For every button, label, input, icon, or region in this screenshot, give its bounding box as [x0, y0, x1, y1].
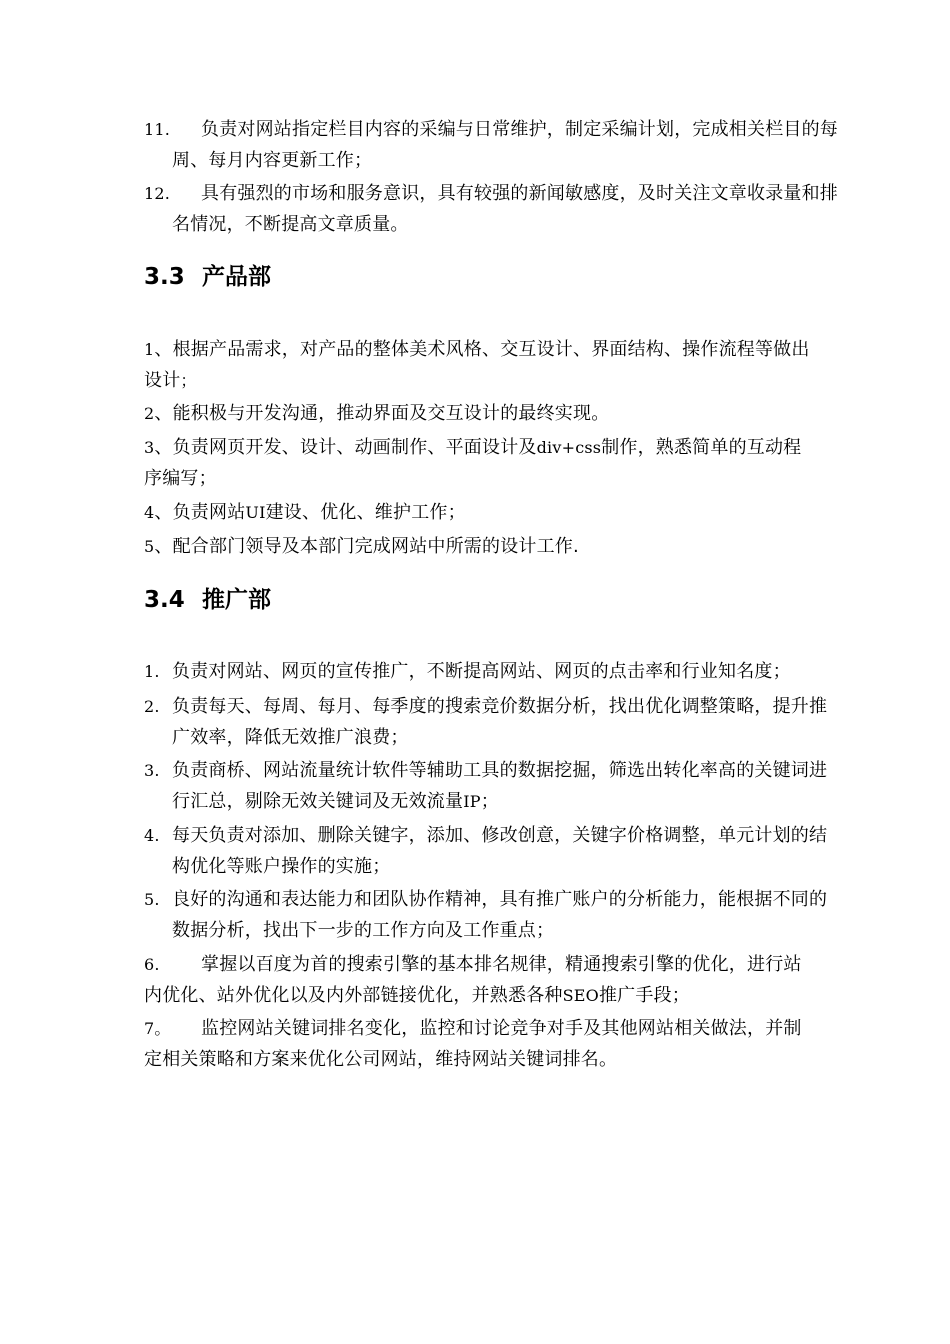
list-item — [144, 656, 838, 687]
item-text: 、根据产品需求，对产品的整体美术风格、交互设计、界面结构、操作流程等做出设计 — [144, 339, 810, 391]
item-code: div+css — [536, 438, 602, 457]
item-number: 3. — [144, 761, 160, 780]
item-text: 、负责网站 — [154, 502, 246, 523]
item-number: 2 — [144, 404, 155, 423]
item-number: 6. — [144, 955, 160, 974]
item-number: 1. — [144, 662, 160, 681]
item-text: 具有强烈的市场和服务意识，具有较强的新闻敏感度，及时关注文章收录量和排名情况，不断提高文章质量。 — [172, 183, 838, 235]
item-number: 3 — [144, 438, 155, 457]
section-title: 推广部 — [202, 587, 271, 613]
item-text-tail: ； — [480, 791, 499, 812]
list-item — [144, 949, 810, 1011]
item-number: 4. — [144, 826, 160, 845]
item-text: 负责对网站、网页的宣传推广，不断提高网站、网页的点击率和行业知名度； — [172, 661, 791, 682]
list-item — [144, 114, 838, 176]
item-text: 、能积极与开发沟通，推动界面及交互设计的最终实现。 — [154, 403, 610, 424]
list-item — [144, 497, 810, 528]
item-number: 2. — [144, 697, 160, 716]
item-number: 1 — [144, 340, 155, 359]
item-text: 负责商桥、网站流量统计软件等辅助工具的数据挖掘，筛选出转化率高的关键词进行汇总，剔除无效关键词及无效流量 — [172, 760, 828, 812]
item-code: SEO — [562, 986, 599, 1005]
item-number: 7。 — [144, 1019, 171, 1038]
list-item — [144, 432, 810, 494]
item-number: 11. — [144, 120, 171, 139]
item-code: IP — [463, 792, 481, 811]
item-number: 5 — [144, 537, 155, 556]
item-text: 、配合部门领导及本部门完成网站中所需的设计工作. — [154, 536, 579, 557]
item-text: 良好的沟通和表达能力和团队协作精神，具有推广账户的分析能力，能根据不同的数据分析，找出下一步的工作方向及工作重点； — [172, 889, 828, 941]
list-item — [144, 178, 838, 240]
section-title: 产品部 — [202, 264, 271, 290]
section-heading — [144, 262, 271, 292]
item-number: 4 — [144, 503, 155, 522]
item-text: 监控网站关键词排名变化，监控和讨论竞争对手及其他网站相关做法，并制定相关策略和方案来优化公司网站，维持网站关键词排名。 — [144, 1018, 802, 1070]
item-code: UI — [245, 503, 266, 522]
section-number: 3.4 — [144, 587, 185, 613]
item-text-tail: 制作，熟悉简单的互动程序编写； — [144, 437, 802, 489]
section-heading — [144, 585, 271, 615]
item-text: 、负责网页开发、设计、动画制作、平面设计及 — [154, 437, 537, 458]
list-item — [144, 1013, 810, 1075]
list-item — [144, 691, 838, 753]
section-number: 3.3 — [144, 264, 185, 290]
item-text: 负责对网站指定栏目内容的采编与日常维护，制定采编计划，完成相关栏目的每周、每月内容更新工作； — [172, 119, 838, 171]
list-item — [144, 398, 810, 429]
list-item — [144, 755, 838, 817]
list-item — [144, 334, 810, 396]
item-text: 每天负责对添加、删除关键字，添加、修改创意，关键字价格调整，单元计划的结构优化等账户操作的实施； — [172, 825, 828, 877]
item-text-tail: 建设、优化、维护工作； — [265, 502, 466, 523]
item-number: 12. — [144, 184, 171, 203]
item-number: 5. — [144, 890, 160, 909]
list-item — [144, 531, 810, 562]
item-text: 掌握以百度为首的搜索引擎的基本排名规律，精通搜索引擎的优化，进行站内优化、站外优化以及内外部链接优化，并熟悉各种 — [144, 954, 802, 1006]
list-item — [144, 820, 838, 882]
list-item — [144, 884, 838, 946]
item-text-tail: ； — [180, 371, 197, 390]
item-text: 负责每天、每周、每月、每季度的搜索竞价数据分析，找出优化调整策略，提升推广效率，降低无效推广浪费； — [172, 696, 828, 748]
item-text-tail: 推广手段； — [598, 985, 690, 1006]
